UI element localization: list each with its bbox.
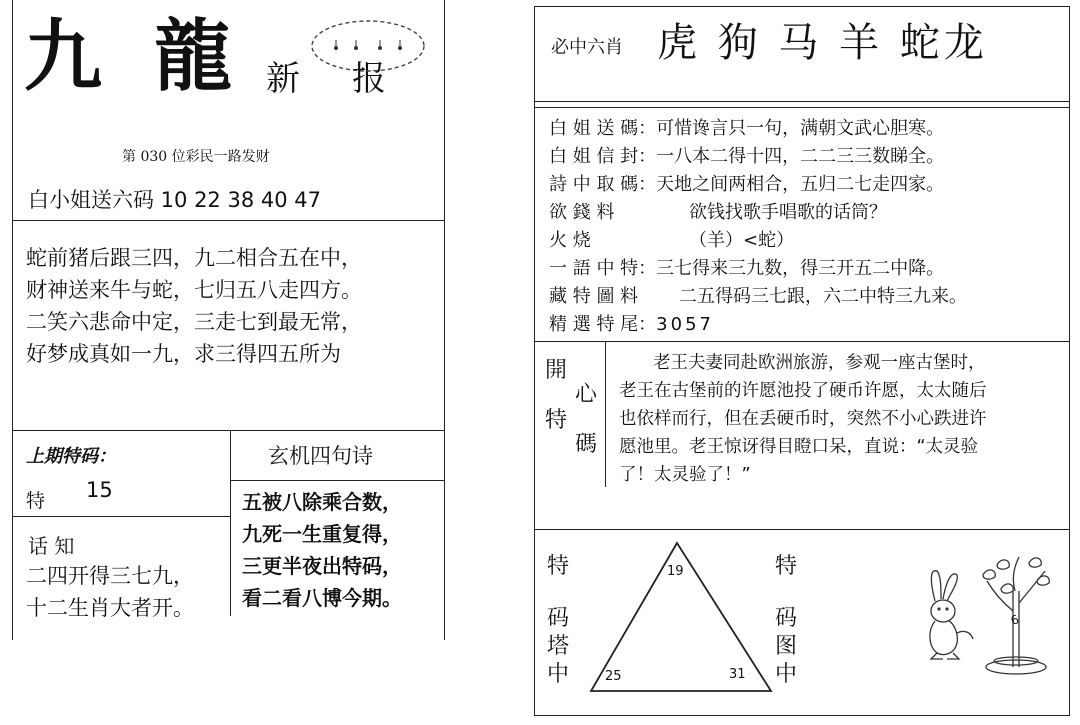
header-sep-2: [535, 107, 1069, 108]
tower-char: 码: [775, 606, 798, 631]
huazhi-lines: [26, 560, 194, 624]
tower-char: 中: [775, 662, 798, 687]
brand-bao: 报: [352, 59, 386, 99]
xuanji-sep: [230, 480, 444, 481]
table-top: [12, 430, 444, 431]
right-border: [444, 0, 445, 640]
huazhi-line: 十二生肖大者开。: [26, 596, 194, 620]
clue-text: 一八本二得十四，二二三三数睇全。: [656, 146, 945, 167]
issue-line: 第 030 位彩民一路发财: [122, 149, 270, 165]
kaixin-char: 開: [545, 358, 568, 383]
clue-text: 可惜谗言只一句，满朝文武心胆寒。: [656, 118, 945, 139]
clue-text: 3057: [656, 314, 714, 335]
clue-text: 欲钱找歌手唱歌的话筒？: [689, 202, 887, 223]
clue-text: （羊）<蛇）: [689, 230, 795, 251]
divider: [12, 220, 444, 221]
tree-number: 6: [1008, 612, 1021, 628]
xuanji-lines: [242, 486, 402, 614]
clue-label: 詩 中 取 碼：: [549, 174, 657, 195]
xuanji-line: 五被八除乘合数，: [242, 490, 402, 514]
clue-label: 火 烧: [549, 230, 591, 251]
tower-num-top: 19: [667, 564, 684, 579]
poem-block: [26, 242, 362, 370]
xuanji-line: 看二看八博今期。: [242, 586, 402, 610]
left-page: [12, 0, 446, 640]
clue-label: 一 語 中 特：: [549, 258, 657, 279]
huazhi-line: 二四开得三七九，: [26, 564, 194, 588]
clue-row: [549, 255, 967, 283]
tower-char: 图: [775, 634, 798, 659]
header-sep: [535, 101, 1069, 102]
clue-label: 白 姐 送 碼：: [549, 118, 657, 139]
zodiac-list: 虎 狗 马 羊 蛇龙: [657, 20, 988, 66]
clue-label: 精 選 特 尾：: [549, 314, 657, 335]
tower-left-label: [547, 553, 569, 689]
clue-text: 天地之间两相合，五归二七走四家。: [656, 174, 945, 195]
brand-xin: 新: [266, 59, 300, 99]
kaixin-char: 特: [545, 408, 568, 433]
table-mid: [230, 430, 231, 616]
tower-char: 塔: [547, 634, 570, 659]
clue-label: 白 姐 信 封：: [549, 146, 657, 167]
brand-jiu: 九: [24, 11, 103, 102]
story: [619, 349, 987, 489]
tower-char: 特: [775, 554, 798, 579]
xuanji-title: 玄机四句诗: [268, 444, 373, 468]
clue-text: 二五得码三七跟，六二中特三九来。: [679, 286, 967, 307]
tower-char: 码: [547, 606, 570, 631]
xuanji-line: 九死一生重复得，: [242, 522, 402, 546]
clue-list: [549, 115, 967, 339]
rabbit-illustration: [913, 567, 983, 667]
tower-char: 中: [547, 662, 570, 687]
tower-num-right: 31: [729, 667, 746, 682]
stamp-oval-icon: [308, 18, 428, 74]
bizhong-label: 必中六肖: [551, 37, 623, 58]
clue-row: [549, 311, 967, 339]
tower-right-label: [775, 553, 797, 689]
clue-label: 藏 特 圖 料: [549, 286, 639, 307]
kaixin-sep: [605, 341, 606, 487]
clue-text: 三七得来三九数，得三开五二中降。: [656, 258, 945, 279]
clue-label: 欲 錢 料: [549, 202, 615, 223]
left-border: [12, 0, 13, 640]
six-code: 白小姐送六码 10 22 38 40 47: [28, 188, 321, 212]
te-label: 特: [26, 490, 46, 512]
poem-line: 二笑六悲命中定，三走七到最无常，: [26, 310, 362, 334]
poem-line: 财神送来牛与蛇，七归五八走四方。: [26, 278, 362, 302]
story-line: 也依样而行，但在丢硬币时，突然不小心跌进许: [619, 409, 987, 429]
huazhi-label: 话 知: [28, 534, 75, 558]
clue-row: [549, 115, 967, 143]
clue-row: [549, 171, 967, 199]
clue-row: [549, 283, 967, 311]
clue-row: [549, 199, 967, 227]
tower-sep: [535, 529, 1069, 530]
last-period-label: 上期特码：: [26, 446, 116, 467]
huazhi-sep: [12, 516, 230, 517]
story-line: 老王夫妻同赴欧洲旅游，参观一座古堡时，: [653, 353, 986, 373]
tower-num-left: 25: [605, 669, 622, 684]
right-page: [534, 6, 1070, 716]
poem-line: 好梦成真如一九，求三得四五所为: [26, 342, 341, 366]
poem-line: 蛇前猪后跟三四，九二相合五在中，: [26, 246, 362, 270]
story-line: 了！太灵验了！”: [619, 465, 751, 485]
clue-row: [549, 143, 967, 171]
clue-row: [549, 227, 967, 255]
story-line: 愿池里。老王惊讶得目瞪口呆，直说：“太灵验: [619, 437, 979, 457]
brand-long: 龍: [154, 11, 233, 102]
te-value: 15: [86, 478, 113, 502]
xuanji-line: 三更半夜出特码，: [242, 554, 402, 578]
clue-sep: [535, 341, 1069, 342]
kaixin-char: 心: [575, 382, 598, 407]
kaixin-char: 碼: [575, 432, 598, 457]
story-line: 老王在古堡前的许愿池投了硬币许愿，太太随后: [619, 381, 987, 401]
tower-char: 特: [547, 554, 570, 579]
